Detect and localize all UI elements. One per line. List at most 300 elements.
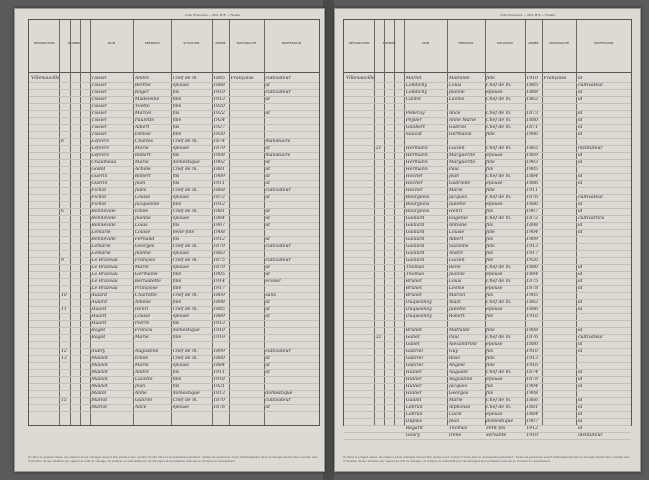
household-position: fille	[486, 328, 495, 333]
surname: Duquesnoy	[405, 314, 432, 319]
profession: manœuvre	[265, 153, 291, 158]
household-position: fille	[172, 202, 182, 207]
given-name: Lucie	[448, 412, 462, 417]
row-rule	[344, 208, 631, 209]
row-rule	[29, 236, 319, 237]
birth-year: 1870	[213, 398, 225, 403]
given-name: François	[134, 258, 156, 263]
surname: Fichot	[91, 188, 107, 193]
profession: id	[265, 174, 270, 179]
birth-year: 1912	[213, 202, 225, 207]
profession: id	[577, 405, 583, 410]
household-position: Chef de m.	[486, 111, 512, 116]
birth-year: 1922	[213, 111, 225, 116]
birth-year: 1885	[213, 307, 225, 312]
given-name: Louis	[134, 223, 148, 228]
row-rule	[344, 369, 631, 370]
birth-year: 1884	[526, 412, 538, 417]
profession: id	[265, 405, 270, 410]
birth-year: 1879	[213, 265, 225, 270]
running-head: Cote Provisoire — Mun N°8 — Feuille	[500, 13, 555, 17]
birth-year: 1911	[526, 188, 538, 193]
birth-year: 1881	[213, 209, 225, 214]
house-number: 13	[60, 356, 67, 361]
row-rule	[344, 243, 631, 244]
given-name: Jean	[134, 384, 146, 389]
right-page	[334, 8, 641, 472]
given-name: Madeleine	[134, 97, 160, 102]
commune-name: Villenauville	[346, 76, 375, 81]
given-name: Juliette	[448, 307, 466, 312]
birth-year: 1885	[526, 83, 538, 88]
row-rule	[29, 362, 319, 363]
surname: Huard	[91, 314, 107, 319]
birth-year: 1911	[213, 370, 225, 375]
row-rule	[344, 313, 631, 314]
household-position: Chef de m.	[172, 293, 198, 298]
surname: Hermann	[405, 167, 428, 172]
household-position: fils	[486, 258, 494, 263]
surname: Lebrun	[405, 412, 423, 417]
surname: Bonneville	[91, 216, 116, 221]
profession: id	[265, 146, 270, 151]
household-position: fils	[486, 167, 494, 172]
row-rule	[344, 250, 631, 251]
birth-year: 1904	[526, 384, 538, 389]
household-position: fille	[486, 76, 495, 81]
row-rule	[344, 124, 631, 125]
given-name: Yvette	[134, 104, 150, 109]
row-rule	[29, 201, 319, 202]
row-rule	[29, 320, 319, 321]
profession: id	[265, 237, 270, 242]
given-name: Alphonse	[448, 405, 471, 410]
surname: Gabriel	[405, 363, 423, 368]
birth-year: 1899	[213, 349, 225, 354]
given-name: Guy	[448, 349, 459, 354]
surname: Maillot	[91, 377, 108, 382]
profession: id	[577, 412, 583, 417]
profession: cultivateur	[265, 258, 291, 263]
household-position: Chef de m.	[486, 146, 512, 151]
profession: id	[577, 307, 583, 312]
row-rule	[29, 313, 319, 314]
row-rule	[344, 173, 631, 174]
household-position: Chef de m.	[172, 167, 198, 172]
given-name: Augustine	[448, 377, 473, 382]
row-rule	[344, 383, 631, 384]
surname: Marlot	[405, 76, 422, 81]
given-name: Jean	[448, 419, 460, 424]
surname: Huard	[91, 307, 107, 312]
birth-year: 1882	[526, 300, 538, 305]
household-position: Chef de m.	[486, 83, 512, 88]
profession: id	[265, 83, 270, 88]
birth-year: 1888	[213, 83, 225, 88]
household-position: Chef de m.	[172, 244, 198, 249]
surname: Dupuis	[405, 419, 423, 424]
row-rule	[29, 278, 319, 279]
profession: id	[265, 363, 270, 368]
column-header: DÉSIGNATION	[33, 41, 55, 45]
household-position: Chef de m.	[486, 279, 512, 284]
profession: id	[265, 265, 270, 270]
given-name: Thomas	[448, 426, 468, 431]
row-rule	[344, 180, 631, 181]
given-name: Auguste	[448, 370, 468, 375]
birth-year: 1879	[213, 244, 225, 249]
household-position: épouse	[172, 216, 190, 221]
row-rule	[344, 229, 631, 230]
row-rule	[344, 110, 631, 111]
household-position: Chef de m.	[172, 307, 198, 312]
surname: Gaillard	[405, 230, 425, 235]
row-rule	[344, 299, 631, 300]
given-name: Alice	[448, 111, 461, 116]
birth-year: 1907	[526, 209, 538, 214]
surname: Hocher	[405, 181, 423, 186]
birth-year: 1902	[213, 160, 225, 165]
surname: Thomas	[405, 272, 425, 277]
nationality: Française	[230, 76, 254, 81]
profession: id	[577, 174, 583, 179]
profession: id	[577, 132, 583, 137]
birth-year: 1908	[526, 328, 538, 333]
given-name: Paul	[448, 167, 459, 172]
household-position: belle-fille	[172, 230, 195, 235]
profession: id	[577, 160, 583, 165]
household-position: fille	[172, 118, 182, 123]
row-rule	[29, 229, 319, 230]
census-table	[28, 19, 320, 426]
surname: Caillot	[405, 97, 422, 102]
household-position: fils	[172, 111, 180, 116]
table-header	[29, 20, 319, 73]
household-position: Chef de m.	[486, 125, 512, 130]
profession: id	[577, 272, 583, 277]
profession: id	[577, 279, 583, 284]
given-name: Gabriel	[134, 398, 153, 403]
profession: id	[577, 398, 583, 403]
profession: id	[577, 230, 583, 235]
given-name: Pierre	[134, 321, 150, 326]
household-position: épouse	[486, 90, 503, 95]
household-position: fils	[486, 251, 494, 256]
given-name: Jacques	[448, 384, 467, 389]
surname: Gaillard	[405, 216, 425, 221]
surname: Marlot	[91, 398, 108, 403]
household-position: fils	[486, 384, 494, 389]
birth-year: 1910	[213, 90, 225, 95]
household-position: épouse	[486, 377, 503, 382]
surname: Duquesnoy	[405, 300, 432, 305]
birth-year: 1913	[526, 356, 538, 361]
household-position: Chef de m.	[486, 335, 512, 340]
household-position: Chef de m.	[486, 174, 512, 179]
surname: Brunet	[405, 293, 422, 298]
given-name: Léonie	[448, 97, 465, 102]
row-rule	[344, 327, 631, 328]
surname: Bourgeois	[405, 209, 430, 214]
given-name: Marcel	[448, 293, 466, 298]
surname: Bonneville	[91, 237, 116, 242]
household-position: domestique	[172, 328, 200, 333]
surname: Gallet	[405, 335, 420, 340]
given-name: Jeanne	[448, 272, 465, 277]
house-number: 11	[60, 307, 67, 312]
given-name: Marie	[134, 146, 149, 151]
household-position: domestique	[486, 419, 514, 424]
birth-year: 1862	[526, 97, 538, 102]
given-name: Marguerite	[448, 160, 476, 165]
surname: Gaillard	[405, 237, 425, 242]
row-rule	[344, 264, 631, 265]
birth-year: 1865	[526, 146, 538, 151]
given-name: Angèle	[448, 363, 465, 368]
surname: Sauvat	[405, 132, 422, 137]
birth-year: 1898	[526, 223, 538, 228]
birth-year: 1884	[213, 363, 225, 368]
surname: Hermann	[405, 160, 428, 165]
surname: Gaillard	[405, 223, 425, 228]
row-rule	[344, 292, 631, 293]
surname: Tissier	[91, 83, 108, 88]
given-name: Charles	[134, 139, 153, 144]
footnote: (1) Dans le présent relevé, les maisons et les ménages doivent être portés à leur numéro d'ordre dans le recensement précédent ; toutes les personnes vivant habituellement dans le ménage doivent être inscrites avec l'indication de leur situation par rapport au chef de ménage. (2) Indiquer la nationalité pour les étrangers et la profession exercée au moment du recensement.	[28, 456, 318, 463]
house-number: 6	[60, 209, 64, 214]
birth-year: 1910	[526, 433, 538, 438]
birth-year: 1908	[213, 153, 225, 158]
household-position: Chef de m.	[486, 300, 512, 305]
surname: Hullier	[405, 384, 423, 389]
column-header: PRÉNOMS	[144, 41, 160, 45]
row-rule	[29, 271, 319, 272]
surname: Hocher	[405, 174, 423, 179]
birth-year: 1878	[526, 377, 538, 382]
household-position: Chef de m.	[172, 188, 198, 193]
row-rule	[344, 117, 631, 118]
birth-year: 1886	[526, 181, 538, 186]
profession: id	[577, 209, 583, 214]
row-rule	[344, 306, 631, 307]
row-rule	[29, 411, 319, 412]
profession: id	[265, 356, 270, 361]
birth-year: 1866	[526, 398, 538, 403]
surname: Le Brazeau	[91, 258, 118, 263]
profession: id	[577, 370, 583, 375]
given-name: Marie	[134, 265, 149, 270]
given-name: Robert	[134, 153, 151, 158]
profession: id	[265, 300, 270, 305]
surname: Tissier	[91, 125, 108, 130]
household-position: épouse	[486, 272, 503, 277]
surname: Le Brazeau	[91, 286, 118, 291]
row-rule	[344, 152, 631, 153]
profession: id	[577, 97, 583, 102]
table-header	[344, 20, 631, 73]
left-page	[14, 8, 325, 472]
given-name: Louise	[134, 230, 151, 235]
profession: id	[577, 328, 583, 333]
row-rule	[344, 215, 631, 216]
birth-year: 1913	[526, 244, 538, 249]
row-rule	[29, 306, 319, 307]
given-name: Anne Marie	[448, 118, 477, 123]
surname: Guérin	[91, 181, 108, 186]
profession: id	[265, 209, 270, 214]
birth-year: 1921	[213, 384, 225, 389]
profession: id	[265, 97, 270, 102]
given-name: Alexandrine	[448, 342, 477, 347]
surname: Hullier	[405, 370, 423, 375]
row-rule	[344, 145, 631, 146]
birth-year: 1871	[526, 125, 538, 130]
row-rule	[344, 96, 631, 97]
birth-year: 1883	[213, 251, 225, 256]
household-position: fils	[172, 223, 180, 228]
household-position: fils	[172, 90, 180, 95]
birth-year: 1924	[213, 118, 225, 123]
given-name: Henri	[134, 307, 149, 312]
profession: cultivateur	[265, 90, 291, 95]
row-rule	[29, 397, 319, 398]
given-name: Albert	[448, 237, 464, 242]
column-header: NOMBRE	[382, 41, 396, 45]
given-name: Louis	[448, 83, 462, 88]
row-rule	[29, 208, 319, 209]
row-rule	[29, 222, 319, 223]
house-number: 10	[60, 293, 67, 298]
given-name: Berthe	[134, 83, 151, 88]
surname: Tissier	[91, 90, 108, 95]
profession: id	[265, 314, 270, 319]
given-name: Lucette	[134, 377, 153, 382]
column-header: NATIONALITÉ	[549, 41, 570, 45]
surname: Fichot	[91, 195, 107, 200]
house-number: 9	[60, 258, 64, 263]
birth-year: 1875	[526, 279, 538, 284]
given-name: Léonie	[448, 286, 465, 291]
household-position: Chef de m.	[486, 97, 512, 102]
row-rule	[29, 138, 319, 139]
surname: Ragot	[91, 328, 106, 333]
birth-year: 1872	[526, 216, 538, 221]
household-position: épouse	[172, 405, 190, 410]
running-head: Cote Provisoire — Mun N°8 — Feuille	[185, 13, 240, 17]
birth-year: 1880	[526, 202, 538, 207]
surname: Tissier	[91, 132, 108, 137]
house-number: 21	[375, 146, 382, 151]
birth-year: 1881	[526, 405, 538, 410]
household-position: domestique	[172, 391, 200, 396]
given-name: Eugénie	[448, 216, 468, 221]
surname: Peyller	[405, 118, 422, 123]
column-header: ANNÉE	[528, 41, 539, 45]
surname: Lefevre	[91, 146, 110, 151]
household-position: Chef de m.	[486, 195, 512, 200]
profession: cultivatrice	[577, 216, 605, 221]
given-name: André	[134, 76, 150, 81]
given-name: Robert	[448, 314, 465, 319]
column-header: SITUATION	[183, 41, 200, 45]
birth-year: 1914	[213, 279, 225, 284]
household-position: fils	[486, 391, 494, 396]
birth-year: 1905	[526, 293, 538, 298]
row-rule	[29, 404, 319, 405]
surname: Ragot	[91, 335, 106, 340]
birth-year: 1905	[526, 167, 538, 172]
surname: Bonneville	[91, 223, 116, 228]
household-position: épouse	[172, 83, 190, 88]
row-rule	[344, 257, 631, 258]
profession: id	[265, 160, 270, 165]
given-name: Louise	[134, 314, 151, 319]
surname: Godot	[91, 167, 106, 172]
row-rule	[29, 334, 319, 335]
given-name: Irène	[448, 433, 462, 438]
row-rule	[344, 411, 631, 412]
row-rule	[29, 299, 319, 300]
profession: id	[265, 370, 270, 375]
given-name: Jules	[134, 188, 147, 193]
row-rule	[344, 236, 631, 237]
given-name: Fernand	[134, 237, 155, 242]
given-name: Gabrielle	[448, 181, 471, 186]
birth-year: 1909	[526, 237, 538, 242]
profession: id	[265, 216, 270, 221]
house-number: 15	[60, 398, 67, 403]
surname: Lefevre	[91, 153, 110, 158]
household-position: Chef de m.	[172, 356, 198, 361]
household-position: Chef de m.	[172, 258, 198, 263]
household-position: épouse	[486, 412, 503, 417]
household-position: fille	[486, 230, 495, 235]
birth-year: 1908	[213, 230, 225, 235]
profession: cultivateur	[577, 195, 604, 200]
profession: instituteur	[577, 433, 603, 438]
given-name: Denise	[134, 132, 151, 137]
surname: Bourgeois	[405, 195, 430, 200]
row-rule	[344, 159, 631, 160]
profession: cultivateur	[265, 244, 291, 249]
row-rule	[344, 348, 631, 349]
birth-year: 1927	[213, 125, 225, 130]
profession: id	[265, 181, 270, 186]
given-name: Jeanne	[448, 90, 465, 95]
given-name: Gabriel	[448, 125, 467, 130]
given-name: Georges	[134, 244, 155, 249]
profession: id	[577, 377, 583, 382]
surname: Hullier	[405, 391, 423, 396]
birth-year: 1907	[526, 419, 538, 424]
given-name: Louise	[448, 230, 465, 235]
row-rule	[344, 201, 631, 202]
given-name: Mathilde	[448, 76, 470, 81]
surname: Fichot	[91, 202, 107, 207]
row-rule	[29, 285, 319, 286]
given-name: Louise	[134, 195, 151, 200]
household-position: fille	[172, 335, 182, 340]
row-rule	[29, 355, 319, 356]
row-rule	[344, 131, 631, 132]
profession: sans	[265, 293, 276, 298]
birth-year: 1912	[526, 426, 538, 431]
row-rule	[29, 152, 319, 153]
birth-year: 1869	[213, 293, 225, 298]
given-name: André	[448, 251, 463, 256]
birth-year: 1880	[213, 356, 225, 361]
given-name: Germaine	[134, 272, 158, 277]
